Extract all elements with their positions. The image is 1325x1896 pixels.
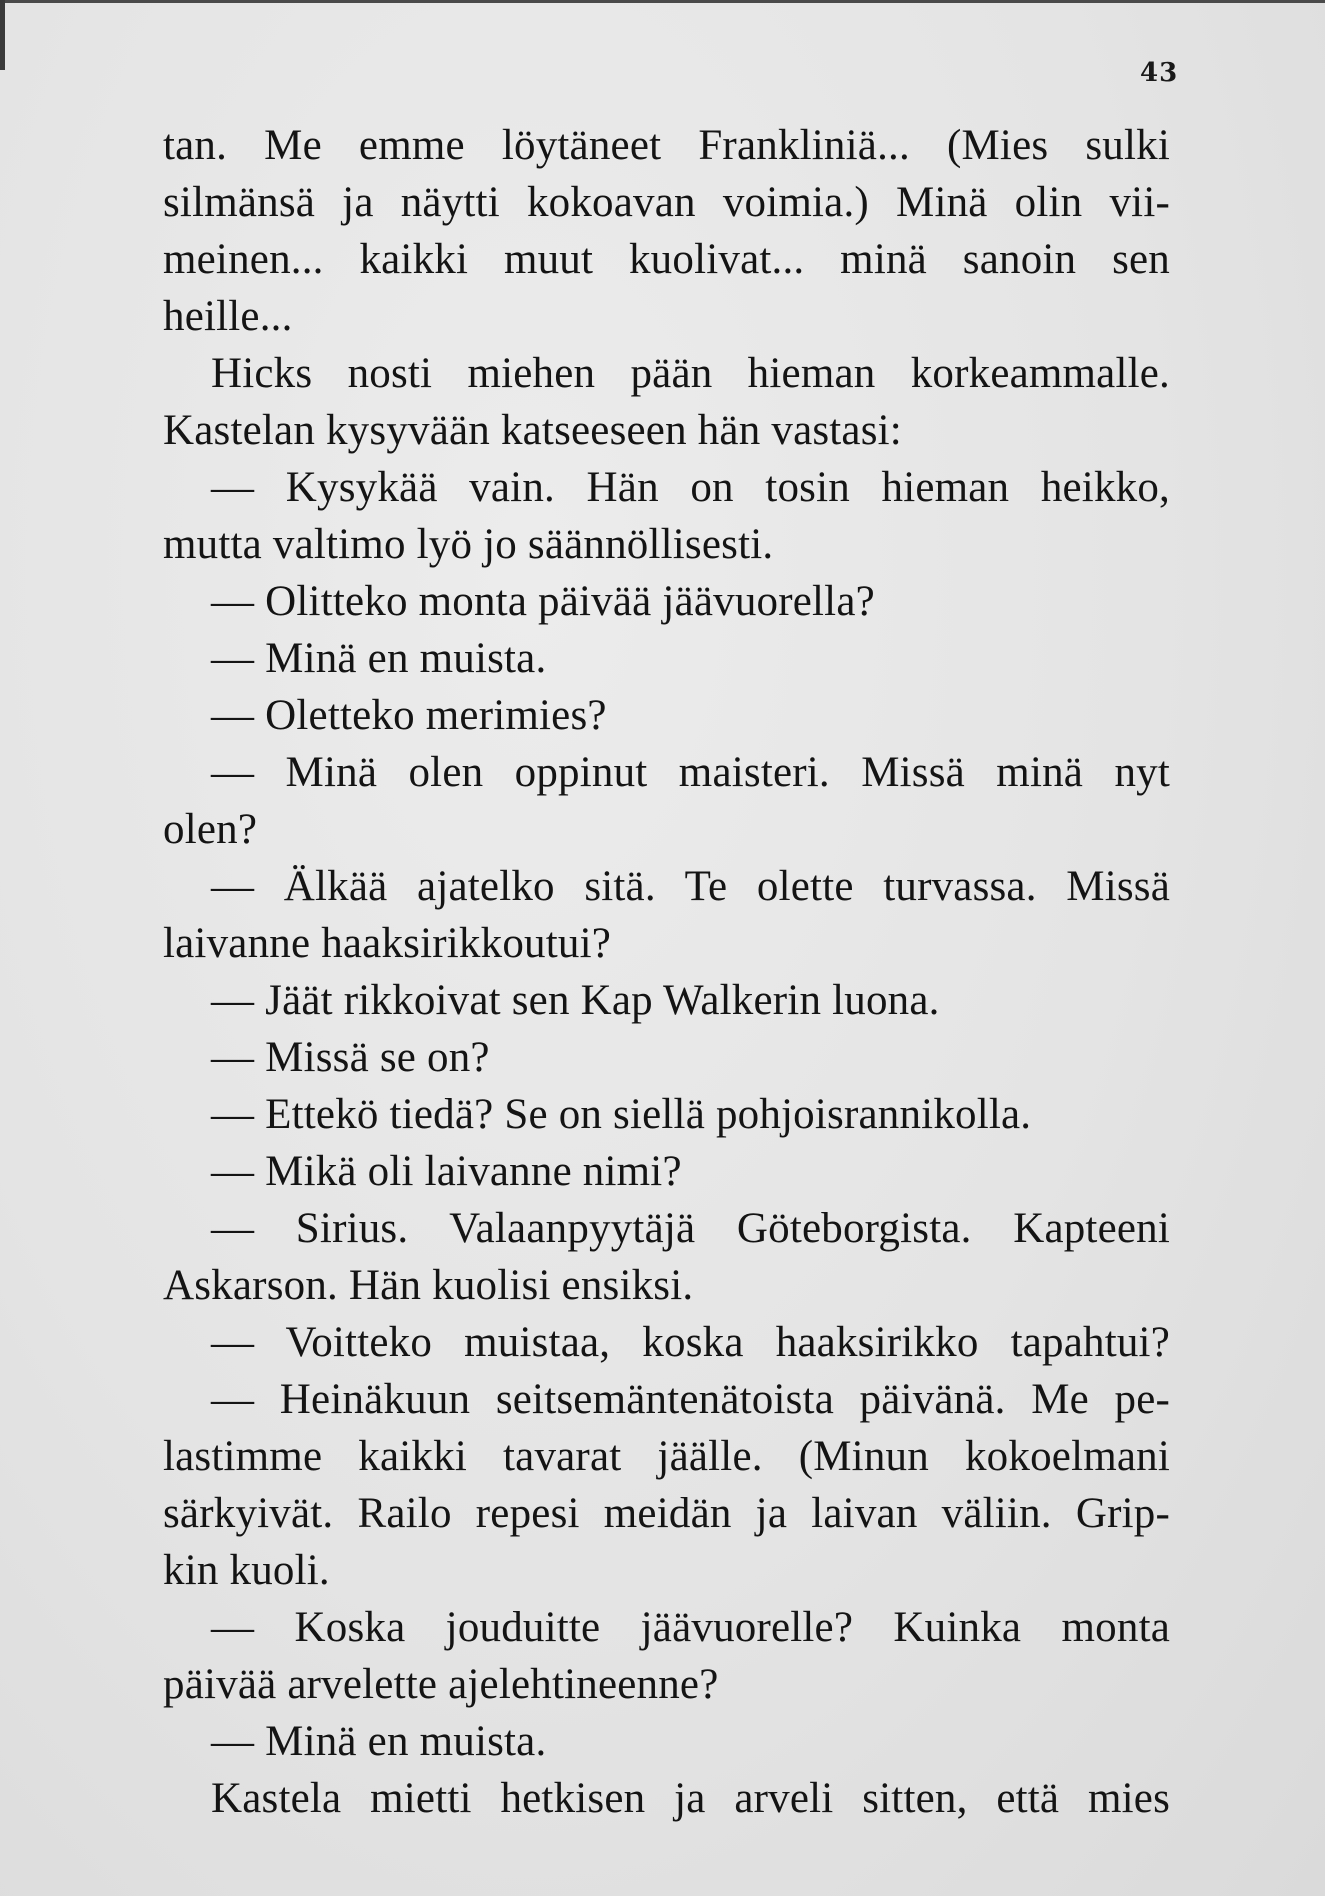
text-line: — Minä en muista. bbox=[211, 635, 547, 682]
text-line: — Koska jouduitte jäävuorelle? Kuinka monta bbox=[211, 1604, 1170, 1651]
page-number: 43 bbox=[1140, 58, 1179, 88]
text-line: — Ettekö tiedä? Se on siellä pohjoisrannikolla. bbox=[211, 1091, 1032, 1138]
text-line: — Minä olen oppinut maisteri. Missä minä nyt bbox=[211, 749, 1170, 796]
text-line: laivanne haaksirikkoutui? bbox=[163, 920, 611, 967]
text-line: — Minä en muista. bbox=[211, 1718, 547, 1765]
body-text bbox=[163, 117, 1170, 1827]
text-line: — Missä se on? bbox=[211, 1034, 490, 1081]
text-line: Kastela mietti hetkisen ja arveli sitten, että mies bbox=[211, 1775, 1170, 1822]
text-line: — Voitteko muistaa, koska haaksirikko tapahtui? bbox=[211, 1319, 1170, 1366]
text-line: Kastelan kysyvään katseeseen hän vastasi: bbox=[163, 407, 902, 454]
text-line: — Mikä oli laivanne nimi? bbox=[211, 1148, 682, 1195]
scan-edge-left bbox=[0, 0, 5, 70]
text-line: heille... bbox=[163, 293, 293, 340]
text-line: särkyivät. Railo repesi meidän ja laivan väliin. Grip- bbox=[163, 1490, 1170, 1537]
text-line: — Oletteko merimies? bbox=[211, 692, 607, 739]
text-line: lastimme kaikki tavarat jäälle. (Minun kokoelmani bbox=[163, 1433, 1170, 1480]
text-line: tan. Me emme löytäneet Frankliniä... (Mies sulki bbox=[163, 122, 1170, 169]
text-line: kin kuoli. bbox=[163, 1547, 330, 1594]
text-line: — Jäät rikkoivat sen Kap Walkerin luona. bbox=[211, 977, 940, 1024]
scan-edge-top bbox=[0, 0, 1325, 3]
text-line: mutta valtimo lyö jo säännöllisesti. bbox=[163, 521, 774, 568]
text-line: — Heinäkuun seitsemäntenätoista päivänä. Me pe- bbox=[211, 1376, 1170, 1423]
text-line: meinen... kaikki muut kuolivat... minä sanoin sen bbox=[163, 236, 1170, 283]
text-line: Hicks nosti miehen pään hieman korkeammalle. bbox=[211, 350, 1170, 397]
text-line: olen? bbox=[163, 806, 258, 853]
text-line: — Olitteko monta päivää jäävuorella? bbox=[211, 578, 875, 625]
text-line: — Sirius. Valaanpyytäjä Göteborgista. Kapteeni bbox=[211, 1205, 1170, 1252]
text-line: — Älkää ajatelko sitä. Te olette turvassa. Missä bbox=[211, 863, 1170, 910]
text-line: päivää arvelette ajelehtineenne? bbox=[163, 1661, 719, 1708]
text-line: — Kysykää vain. Hän on tosin hieman heikko, bbox=[211, 464, 1170, 511]
text-line: Askarson. Hän kuolisi ensiksi. bbox=[163, 1262, 694, 1309]
text-line: silmänsä ja näytti kokoavan voimia.) Minä olin vii- bbox=[163, 179, 1170, 226]
